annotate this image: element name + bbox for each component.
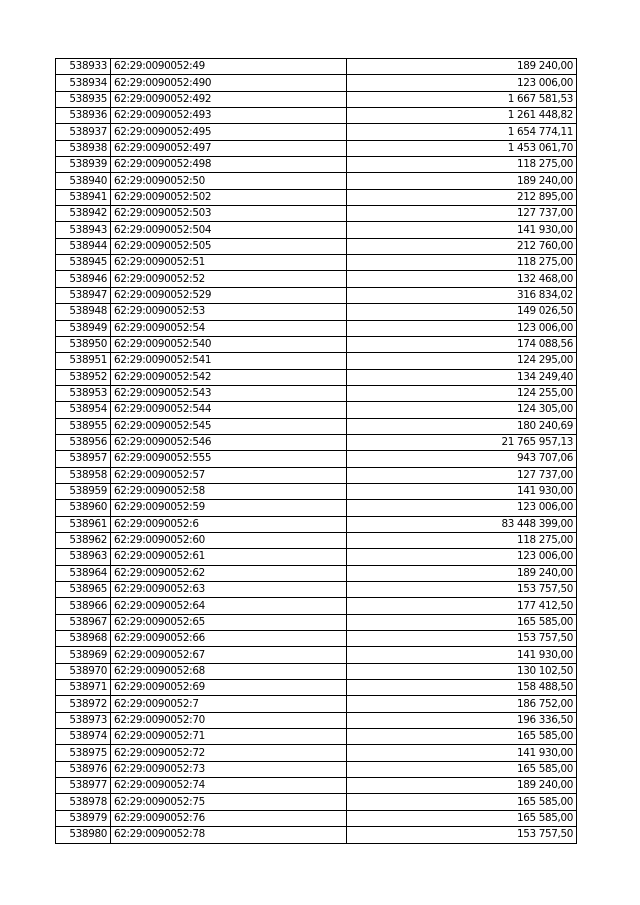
row-id-cell: 538967 (56, 614, 111, 630)
cadastral-number-cell: 62:29:0090052:7 (111, 696, 347, 712)
table-row (56, 271, 577, 287)
table-row (56, 483, 577, 499)
cadastral-value-cell: 1 667 581,53 (347, 91, 577, 107)
table-row (56, 91, 577, 107)
table-row (56, 255, 577, 271)
table-row (56, 222, 577, 238)
row-id-cell: 538968 (56, 631, 111, 647)
row-id-cell: 538944 (56, 238, 111, 254)
table-row (56, 238, 577, 254)
row-id-cell: 538933 (56, 59, 111, 75)
row-id-cell: 538963 (56, 549, 111, 565)
table-row (56, 59, 577, 75)
table-row (56, 157, 577, 173)
row-id-cell: 538977 (56, 778, 111, 794)
cadastral-number-cell: 62:29:0090052:58 (111, 483, 347, 499)
cadastral-value-cell: 165 585,00 (347, 761, 577, 777)
cadastral-value-cell: 21 765 957,13 (347, 434, 577, 450)
table-row (56, 369, 577, 385)
table-row (56, 108, 577, 124)
table-row (56, 745, 577, 761)
cadastral-number-cell: 62:29:0090052:50 (111, 173, 347, 189)
cadastral-number-cell: 62:29:0090052:502 (111, 189, 347, 205)
cadastral-value-table (55, 58, 577, 844)
row-id-cell: 538976 (56, 761, 111, 777)
cadastral-value-cell: 189 240,00 (347, 778, 577, 794)
cadastral-number-cell: 62:29:0090052:54 (111, 320, 347, 336)
table-row (56, 729, 577, 745)
cadastral-value-cell: 141 930,00 (347, 647, 577, 663)
cadastral-number-cell: 62:29:0090052:78 (111, 827, 347, 843)
cadastral-number-cell: 62:29:0090052:59 (111, 500, 347, 516)
table-row (56, 663, 577, 679)
row-id-cell: 538942 (56, 206, 111, 222)
cadastral-number-cell: 62:29:0090052:65 (111, 614, 347, 630)
cadastral-number-cell: 62:29:0090052:493 (111, 108, 347, 124)
cadastral-number-cell: 62:29:0090052:76 (111, 810, 347, 826)
table-row (56, 451, 577, 467)
row-id-cell: 538958 (56, 467, 111, 483)
cadastral-value-cell: 189 240,00 (347, 59, 577, 75)
row-id-cell: 538962 (56, 532, 111, 548)
cadastral-value-cell: 123 006,00 (347, 549, 577, 565)
cadastral-number-cell: 62:29:0090052:71 (111, 729, 347, 745)
row-id-cell: 538970 (56, 663, 111, 679)
row-id-cell: 538939 (56, 157, 111, 173)
row-id-cell: 538943 (56, 222, 111, 238)
cadastral-number-cell: 62:29:0090052:490 (111, 75, 347, 91)
table-row (56, 778, 577, 794)
table-row (56, 189, 577, 205)
cadastral-value-cell: 316 834,02 (347, 287, 577, 303)
table-body (56, 59, 577, 844)
table-row (56, 794, 577, 810)
cadastral-value-cell: 124 295,00 (347, 353, 577, 369)
cadastral-number-cell: 62:29:0090052:540 (111, 336, 347, 352)
cadastral-value-cell: 1 654 774,11 (347, 124, 577, 140)
row-id-cell: 538940 (56, 173, 111, 189)
table-row (56, 320, 577, 336)
cadastral-value-cell: 1 453 061,70 (347, 140, 577, 156)
row-id-cell: 538961 (56, 516, 111, 532)
cadastral-number-cell: 62:29:0090052:492 (111, 91, 347, 107)
cadastral-number-cell: 62:29:0090052:70 (111, 712, 347, 728)
table-row (56, 810, 577, 826)
cadastral-number-cell: 62:29:0090052:505 (111, 238, 347, 254)
row-id-cell: 538966 (56, 598, 111, 614)
row-id-cell: 538951 (56, 353, 111, 369)
row-id-cell: 538938 (56, 140, 111, 156)
row-id-cell: 538978 (56, 794, 111, 810)
cadastral-number-cell: 62:29:0090052:52 (111, 271, 347, 287)
cadastral-number-cell: 62:29:0090052:72 (111, 745, 347, 761)
table-row (56, 696, 577, 712)
cadastral-number-cell: 62:29:0090052:60 (111, 532, 347, 548)
cadastral-value-cell: 174 088,56 (347, 336, 577, 352)
table-row (56, 124, 577, 140)
cadastral-value-cell: 118 275,00 (347, 255, 577, 271)
cadastral-number-cell: 62:29:0090052:69 (111, 680, 347, 696)
row-id-cell: 538952 (56, 369, 111, 385)
cadastral-value-cell: 141 930,00 (347, 222, 577, 238)
cadastral-number-cell: 62:29:0090052:62 (111, 565, 347, 581)
cadastral-value-cell: 158 488,50 (347, 680, 577, 696)
table-row (56, 75, 577, 91)
cadastral-value-cell: 118 275,00 (347, 532, 577, 548)
table-row (56, 467, 577, 483)
cadastral-value-cell: 1 261 448,82 (347, 108, 577, 124)
cadastral-number-cell: 62:29:0090052:546 (111, 434, 347, 450)
table-row (56, 173, 577, 189)
cadastral-number-cell: 62:29:0090052:66 (111, 631, 347, 647)
table-row (56, 418, 577, 434)
row-id-cell: 538974 (56, 729, 111, 745)
table-row (56, 712, 577, 728)
cadastral-value-cell: 177 412,50 (347, 598, 577, 614)
cadastral-value-cell: 165 585,00 (347, 794, 577, 810)
cadastral-number-cell: 62:29:0090052:63 (111, 582, 347, 598)
row-id-cell: 538936 (56, 108, 111, 124)
row-id-cell: 538955 (56, 418, 111, 434)
table-row (56, 532, 577, 548)
cadastral-value-cell: 196 336,50 (347, 712, 577, 728)
cadastral-value-cell: 153 757,50 (347, 827, 577, 843)
row-id-cell: 538972 (56, 696, 111, 712)
row-id-cell: 538975 (56, 745, 111, 761)
row-id-cell: 538946 (56, 271, 111, 287)
cadastral-number-cell: 62:29:0090052:64 (111, 598, 347, 614)
row-id-cell: 538959 (56, 483, 111, 499)
cadastral-value-cell: 943 707,06 (347, 451, 577, 467)
row-id-cell: 538937 (56, 124, 111, 140)
cadastral-value-cell: 141 930,00 (347, 745, 577, 761)
cadastral-number-cell: 62:29:0090052:542 (111, 369, 347, 385)
row-id-cell: 538973 (56, 712, 111, 728)
row-id-cell: 538979 (56, 810, 111, 826)
row-id-cell: 538971 (56, 680, 111, 696)
cadastral-number-cell: 62:29:0090052:498 (111, 157, 347, 173)
table-row (56, 761, 577, 777)
row-id-cell: 538980 (56, 827, 111, 843)
row-id-cell: 538956 (56, 434, 111, 450)
row-id-cell: 538948 (56, 304, 111, 320)
cadastral-value-cell: 153 757,50 (347, 631, 577, 647)
cadastral-value-cell: 180 240,69 (347, 418, 577, 434)
cadastral-number-cell: 62:29:0090052:495 (111, 124, 347, 140)
row-id-cell: 538947 (56, 287, 111, 303)
cadastral-number-cell: 62:29:0090052:497 (111, 140, 347, 156)
cadastral-value-cell: 149 026,50 (347, 304, 577, 320)
table-row (56, 287, 577, 303)
cadastral-value-cell: 153 757,50 (347, 582, 577, 598)
row-id-cell: 538965 (56, 582, 111, 598)
cadastral-value-cell: 165 585,00 (347, 614, 577, 630)
cadastral-number-cell: 62:29:0090052:49 (111, 59, 347, 75)
table-row (56, 140, 577, 156)
table-row (56, 500, 577, 516)
table-row (56, 549, 577, 565)
table-row (56, 582, 577, 598)
cadastral-value-cell: 130 102,50 (347, 663, 577, 679)
row-id-cell: 538964 (56, 565, 111, 581)
row-id-cell: 538957 (56, 451, 111, 467)
cadastral-value-cell: 127 737,00 (347, 206, 577, 222)
cadastral-value-cell: 132 468,00 (347, 271, 577, 287)
table-row (56, 680, 577, 696)
cadastral-value-cell: 186 752,00 (347, 696, 577, 712)
table-row (56, 598, 577, 614)
row-id-cell: 538953 (56, 385, 111, 401)
cadastral-number-cell: 62:29:0090052:545 (111, 418, 347, 434)
table-row (56, 434, 577, 450)
row-id-cell: 538945 (56, 255, 111, 271)
cadastral-number-cell: 62:29:0090052:504 (111, 222, 347, 238)
row-id-cell: 538949 (56, 320, 111, 336)
row-id-cell: 538950 (56, 336, 111, 352)
cadastral-value-cell: 134 249,40 (347, 369, 577, 385)
row-id-cell: 538969 (56, 647, 111, 663)
cadastral-value-cell: 212 760,00 (347, 238, 577, 254)
cadastral-number-cell: 62:29:0090052:57 (111, 467, 347, 483)
cadastral-number-cell: 62:29:0090052:61 (111, 549, 347, 565)
row-id-cell: 538935 (56, 91, 111, 107)
row-id-cell: 538954 (56, 402, 111, 418)
table-row (56, 565, 577, 581)
table-row (56, 206, 577, 222)
cadastral-value-cell: 83 448 399,00 (347, 516, 577, 532)
cadastral-number-cell: 62:29:0090052:544 (111, 402, 347, 418)
cadastral-value-cell: 212 895,00 (347, 189, 577, 205)
row-id-cell: 538941 (56, 189, 111, 205)
cadastral-number-cell: 62:29:0090052:503 (111, 206, 347, 222)
cadastral-value-cell: 141 930,00 (347, 483, 577, 499)
table-row (56, 614, 577, 630)
table-row (56, 304, 577, 320)
table-row (56, 516, 577, 532)
table-row (56, 827, 577, 843)
cadastral-number-cell: 62:29:0090052:67 (111, 647, 347, 663)
cadastral-value-cell: 123 006,00 (347, 500, 577, 516)
cadastral-value-cell: 123 006,00 (347, 320, 577, 336)
cadastral-value-cell: 127 737,00 (347, 467, 577, 483)
table-row (56, 402, 577, 418)
cadastral-value-cell: 189 240,00 (347, 173, 577, 189)
row-id-cell: 538934 (56, 75, 111, 91)
table-row (56, 631, 577, 647)
document-page (55, 58, 578, 844)
cadastral-value-cell: 189 240,00 (347, 565, 577, 581)
cadastral-number-cell: 62:29:0090052:6 (111, 516, 347, 532)
cadastral-value-cell: 124 255,00 (347, 385, 577, 401)
row-id-cell: 538960 (56, 500, 111, 516)
table-row (56, 647, 577, 663)
cadastral-value-cell: 123 006,00 (347, 75, 577, 91)
table-row (56, 336, 577, 352)
table-row (56, 385, 577, 401)
cadastral-number-cell: 62:29:0090052:51 (111, 255, 347, 271)
cadastral-value-cell: 165 585,00 (347, 729, 577, 745)
cadastral-number-cell: 62:29:0090052:73 (111, 761, 347, 777)
cadastral-number-cell: 62:29:0090052:75 (111, 794, 347, 810)
table-row (56, 353, 577, 369)
cadastral-value-cell: 165 585,00 (347, 810, 577, 826)
cadastral-number-cell: 62:29:0090052:555 (111, 451, 347, 467)
cadastral-number-cell: 62:29:0090052:543 (111, 385, 347, 401)
cadastral-value-cell: 118 275,00 (347, 157, 577, 173)
cadastral-number-cell: 62:29:0090052:68 (111, 663, 347, 679)
cadastral-value-cell: 124 305,00 (347, 402, 577, 418)
cadastral-number-cell: 62:29:0090052:74 (111, 778, 347, 794)
cadastral-number-cell: 62:29:0090052:53 (111, 304, 347, 320)
cadastral-number-cell: 62:29:0090052:541 (111, 353, 347, 369)
cadastral-number-cell: 62:29:0090052:529 (111, 287, 347, 303)
